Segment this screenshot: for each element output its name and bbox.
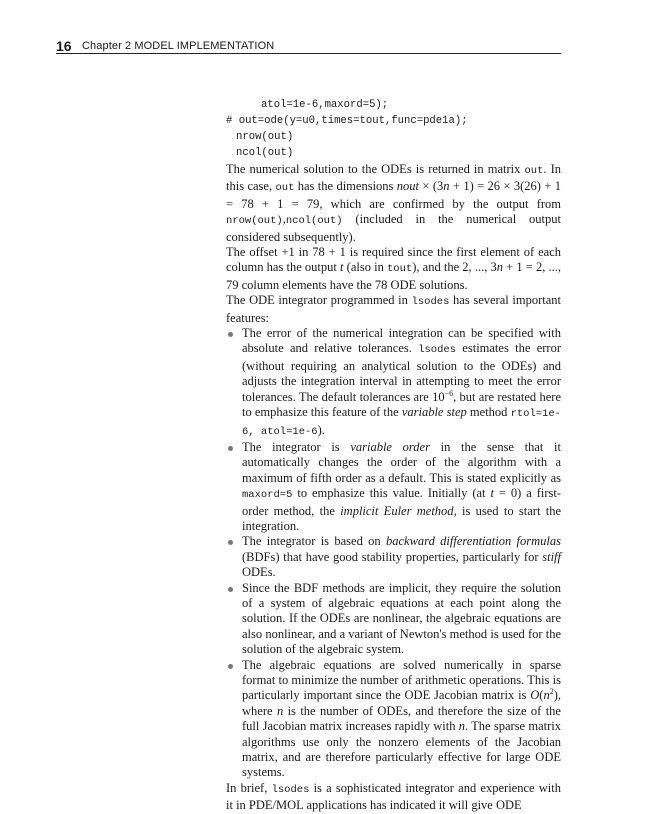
bullet-icon [228, 332, 233, 337]
list-item: The error of the numerical integration can be specified with absolute and relative tolerances. lsodes estimates the error (without requiring an analytical solution to the ODEs) and adjusts the integration interval in attempting to meet the error tolerances. The default tolerances are $10^{-6}$, but are restated here to emphasize this feature of the variable step method rtol=1e-6, atol=1e-6). [226, 326, 561, 440]
paragraph: In brief, lsodes is a sophisticated integrator and experience with it in PDE/MOL applications has indicated it will give ODE [226, 780, 561, 813]
bullet-icon [228, 664, 233, 669]
paragraph: The offset +1 in 78 + 1 is required since the first element of each column has the output t (also in tout), and the 2, ..., 3n + 1 = 2, ..., 79 column elements have the 78 ODE solutions. [226, 245, 562, 292]
code-line: # out=ode(y=u0,times=tout,func=pde1a); [226, 115, 468, 127]
chapter-title: Chapter 2 MODEL IMPLEMENTATION [82, 40, 275, 52]
page-number: 16 [56, 38, 72, 54]
paragraph: The numerical solution to the ODEs is returned in matrix out. In this case, out has the dimensions nout × (3n + 1) = 26 × 3(26) + 1 = 78 + 1 = 79, which are confirmed by the output from nrow(out),ncol(out) (included in the numerical output considered subsequently). [226, 162, 562, 244]
bullet-icon [228, 540, 233, 545]
header-rule [56, 53, 561, 54]
list-item: The algebraic equations are solved numerically in sparse format to minimize the number of arithmetic operations. This is particularly important since the ODE Jacobian matrix is $O(n^2)$, where n is the number of ODEs, and therefore the size of the full Jacobian matrix increases rapidly with n. The sparse matrix algorithms use only the nonzero elements of the Jacobian matrix, and are therefore particularly effective for large ODE systems. [226, 658, 561, 781]
list-item: The integrator is based on backward differentiation formulas (BDFs) that have good stability properties, particularly for stiff ODEs. [226, 534, 561, 580]
code-line: atol=1e-6,maxord=5); [261, 99, 389, 111]
running-header [56, 38, 566, 54]
list-item: Since the BDF methods are implicit, they require the solution of a system of algebraic equations at each point along the solution. If the ODEs are nonlinear, the algebraic equations are also nonlinear, and a variant of Newton's method is used for the solution of the algebraic system. [226, 581, 561, 658]
code-line: ncol(out) [236, 147, 294, 159]
code-line: nrow(out) [236, 131, 294, 143]
list-item: The integrator is variable order in the sense that it automatically changes the order of the algorithm with a maximum of fifth order as a default. This is stated explicitly as maxord=5 to emphasize this value. Initially (at t = 0) a first-order method, the implicit Euler method, is used to start the integration. [226, 440, 561, 534]
body-text [226, 162, 561, 814]
feature-list [226, 326, 561, 781]
bullet-icon [228, 587, 233, 592]
bullet-icon [228, 446, 233, 451]
paragraph: The ODE integrator programmed in lsodes has several important features: [226, 293, 561, 325]
